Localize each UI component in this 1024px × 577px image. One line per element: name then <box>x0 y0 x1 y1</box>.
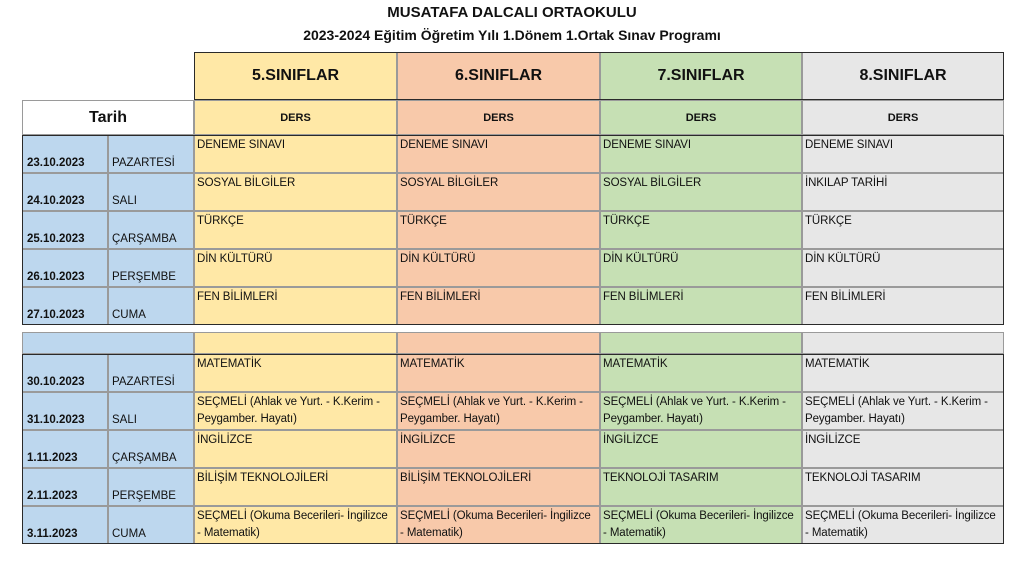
exam-day: PERŞEMBE <box>108 249 194 287</box>
exam-date: 30.10.2023 <box>22 354 108 392</box>
subject-cell: İNGİLİZCE <box>802 430 1004 468</box>
subject-cell: FEN BİLİMLERİ <box>802 287 1004 325</box>
subject-cell: İNKILAP TARİHİ <box>802 173 1004 211</box>
subject-cell: SOSYAL BİLGİLER <box>600 173 802 211</box>
subject-cell: TÜRKÇE <box>397 211 600 249</box>
class-7-header: 7.SINIFLAR <box>600 52 802 100</box>
subject-cell: TÜRKÇE <box>600 211 802 249</box>
subject-cell: SEÇMELİ (Ahlak ve Yurt. - K.Kerim - Peygamber. Hayatı) <box>397 392 600 430</box>
subject-cell: DİN KÜLTÜRÜ <box>600 249 802 287</box>
school-title: MUSATAFA DALCALI ORTAOKULU <box>387 4 637 21</box>
subject-cell: SEÇMELİ (Ahlak ve Yurt. - K.Kerim - Peygamber. Hayatı) <box>802 392 1004 430</box>
subject-cell: SEÇMELİ (Okuma Becerileri- İngilizce - Matematik) <box>802 506 1004 544</box>
program-title: 2023-2024 Eğitim Öğretim Yılı 1.Dönem 1.Ortak Sınav Programı <box>303 27 721 43</box>
subject-cell: SOSYAL BİLGİLER <box>194 173 397 211</box>
subject-cell: İNGİLİZCE <box>397 430 600 468</box>
exam-day: CUMA <box>108 506 194 544</box>
subject-cell: İNGİLİZCE <box>600 430 802 468</box>
exam-date: 25.10.2023 <box>22 211 108 249</box>
subject-header: DERS <box>397 100 600 135</box>
subject-cell: DİN KÜLTÜRÜ <box>194 249 397 287</box>
week-separator <box>194 332 397 354</box>
week-separator <box>397 332 600 354</box>
subject-cell: TEKNOLOJİ TASARIM <box>600 468 802 506</box>
subject-cell: MATEMATİK <box>600 354 802 392</box>
subject-cell: FEN BİLİMLERİ <box>194 287 397 325</box>
week-1-frame <box>22 135 1004 325</box>
exam-day: SALI <box>108 392 194 430</box>
exam-day: PAZARTESİ <box>108 354 194 392</box>
subject-header: DERS <box>600 100 802 135</box>
exam-date: 2.11.2023 <box>22 468 108 506</box>
subject-header: DERS <box>802 100 1004 135</box>
subject-cell: FEN BİLİMLERİ <box>600 287 802 325</box>
exam-day: CUMA <box>108 287 194 325</box>
subject-cell: SEÇMELİ (Ahlak ve Yurt. - K.Kerim - Peygamber. Hayatı) <box>194 392 397 430</box>
exam-date: 3.11.2023 <box>22 506 108 544</box>
subject-cell: TÜRKÇE <box>194 211 397 249</box>
subject-cell: BİLİŞİM TEKNOLOJİLERİ <box>397 468 600 506</box>
subject-cell: DİN KÜLTÜRÜ <box>397 249 600 287</box>
subject-cell: FEN BİLİMLERİ <box>397 287 600 325</box>
subject-cell: MATEMATİK <box>802 354 1004 392</box>
subject-cell: SEÇMELİ (Okuma Becerileri- İngilizce - Matematik) <box>194 506 397 544</box>
week-separator <box>600 332 802 354</box>
exam-day: PAZARTESİ <box>108 135 194 173</box>
subject-cell: DENEME SINAVI <box>194 135 397 173</box>
class-5-header: 5.SINIFLAR <box>194 52 397 100</box>
exam-day: SALI <box>108 173 194 211</box>
exam-date: 1.11.2023 <box>22 430 108 468</box>
subject-cell: DENEME SINAVI <box>397 135 600 173</box>
subject-cell: SEÇMELİ (Ahlak ve Yurt. - K.Kerim - Peygamber. Hayatı) <box>600 392 802 430</box>
date-header: Tarih <box>22 100 194 135</box>
exam-date: 24.10.2023 <box>22 173 108 211</box>
exam-date: 27.10.2023 <box>22 287 108 325</box>
subject-cell: MATEMATİK <box>397 354 600 392</box>
subject-cell: SEÇMELİ (Okuma Becerileri- İngilizce - Matematik) <box>600 506 802 544</box>
exam-day: ÇARŞAMBA <box>108 430 194 468</box>
subject-cell: SOSYAL BİLGİLER <box>397 173 600 211</box>
subject-cell: DENEME SINAVI <box>802 135 1004 173</box>
exam-date: 26.10.2023 <box>22 249 108 287</box>
exam-day: ÇARŞAMBA <box>108 211 194 249</box>
exam-date: 31.10.2023 <box>22 392 108 430</box>
week-2-frame <box>22 354 1004 544</box>
subject-cell: MATEMATİK <box>194 354 397 392</box>
subject-cell: TEKNOLOJİ TASARIM <box>802 468 1004 506</box>
exam-date: 23.10.2023 <box>22 135 108 173</box>
subject-cell: İNGİLİZCE <box>194 430 397 468</box>
class-6-header: 6.SINIFLAR <box>397 52 600 100</box>
subject-cell: DİN KÜLTÜRÜ <box>802 249 1004 287</box>
subject-cell: SEÇMELİ (Okuma Becerileri- İngilizce - Matematik) <box>397 506 600 544</box>
subject-cell: DENEME SINAVI <box>600 135 802 173</box>
subject-cell: BİLİŞİM TEKNOLOJİLERİ <box>194 468 397 506</box>
subject-header: DERS <box>194 100 397 135</box>
week-separator <box>22 332 194 354</box>
week-separator <box>802 332 1004 354</box>
exam-day: PERŞEMBE <box>108 468 194 506</box>
class-header-frame <box>194 52 1004 100</box>
class-8-header: 8.SINIFLAR <box>802 52 1004 100</box>
subject-cell: TÜRKÇE <box>802 211 1004 249</box>
